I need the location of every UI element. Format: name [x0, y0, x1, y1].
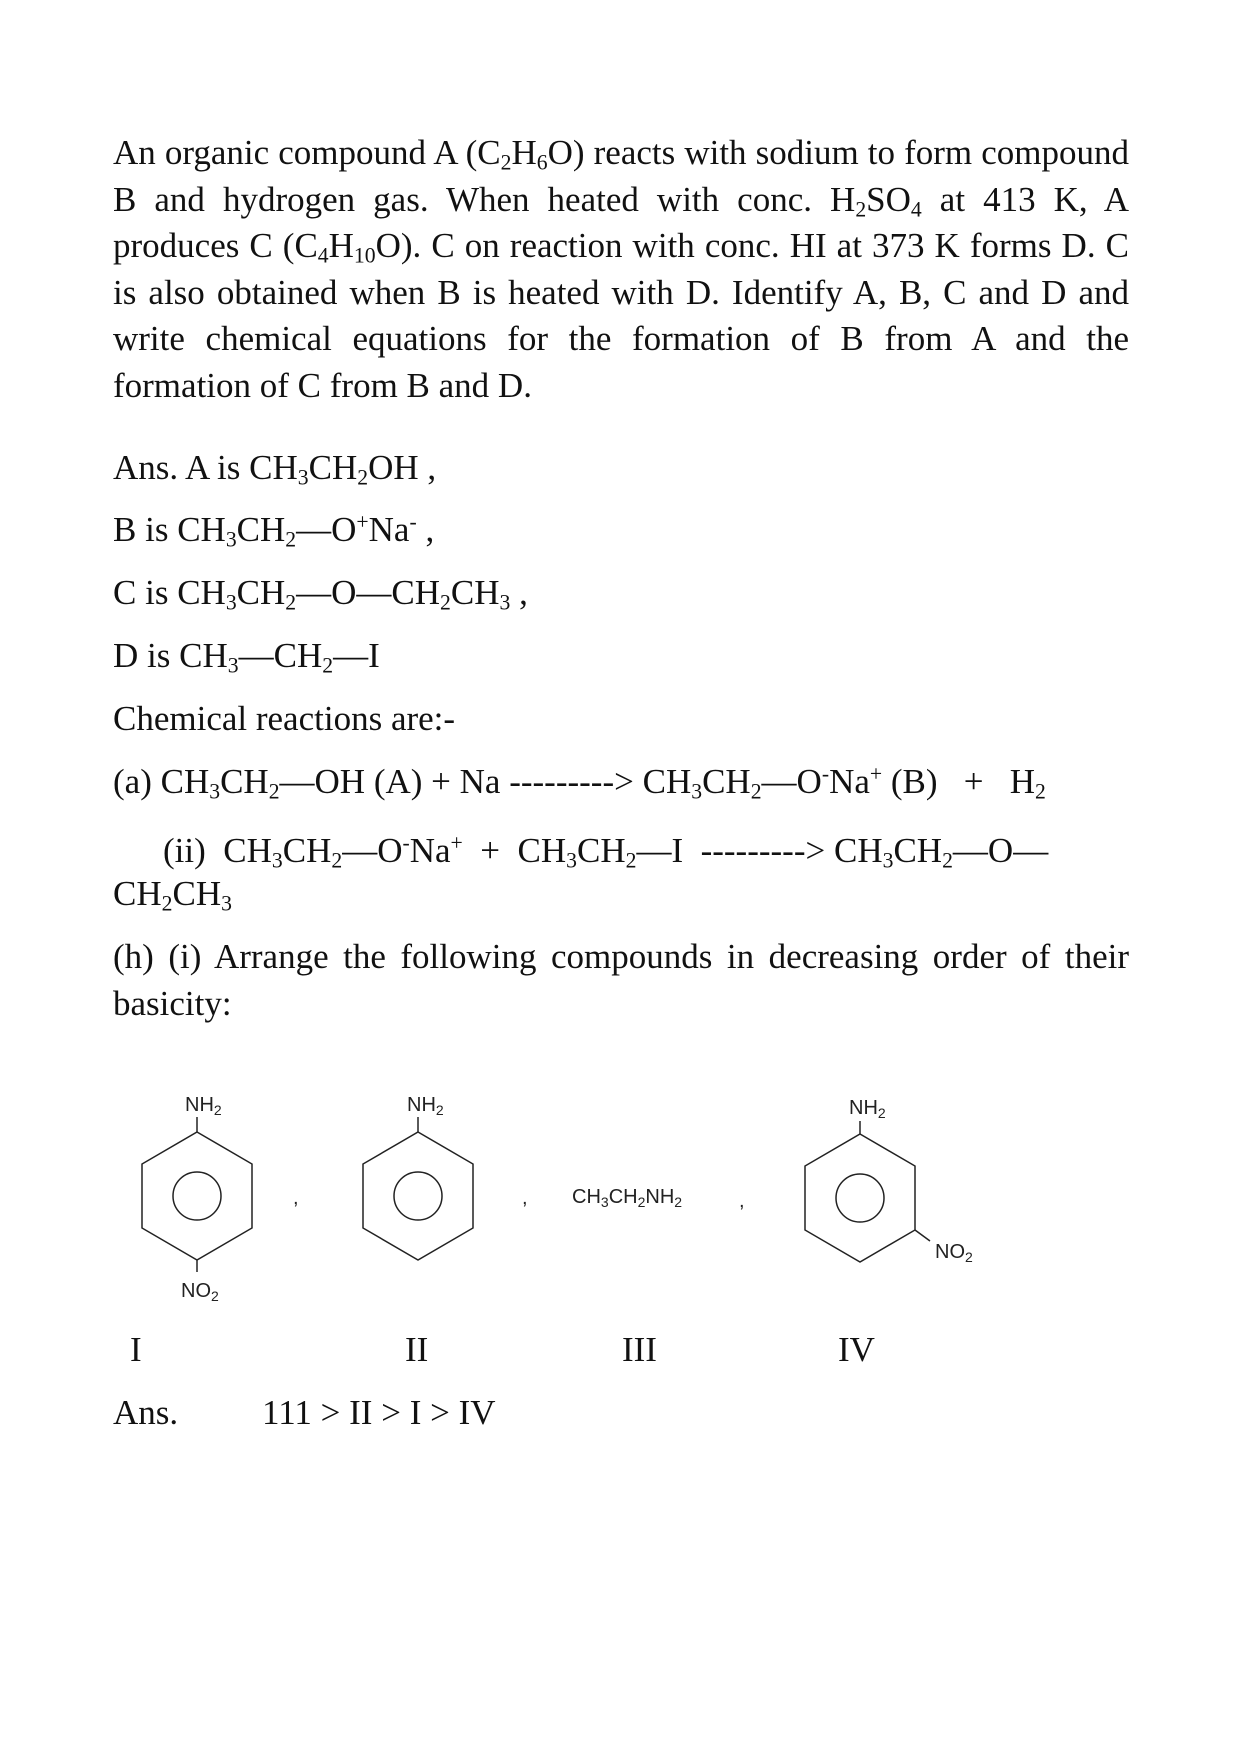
benzene-ring-i [142, 1132, 252, 1260]
structure-ii [363, 1094, 473, 1260]
reactions-heading: Chemical reactions are:- [113, 699, 456, 738]
final-answer-label: Ans. [113, 1393, 179, 1432]
answer-a: Ans. A is $CH_3CH_2OH$ , [113, 448, 437, 490]
reaction-a: (a) $CH_3CH_2—OH$ (A) + Na ---------> $CH_3CH_2—O^-Na^+$ $(B) + H_2$ [113, 762, 1046, 804]
part-h-question: (h) (i) Arrange the following compounds in decreasing order of their basicity: [113, 937, 1129, 1023]
nh2-label-i: $NH_2$ [185, 1094, 222, 1118]
benzene-ring-iv [805, 1134, 915, 1262]
structure-iv [805, 1097, 973, 1265]
separator-comma-2: , [522, 1187, 528, 1209]
separator-comma-3: , [739, 1190, 745, 1212]
final-answer-order: 111 > II > I > IV [262, 1393, 496, 1432]
answer-d: D is $CH_3—CH_2—I$ [113, 636, 380, 678]
separator-comma-1: , [293, 1187, 299, 1209]
label-iii: III [622, 1330, 657, 1369]
reaction-ii: (ii) $CH_3CH_2—O^-Na^+$ + $CH_3CH_2—I$ ---------> $CH_3CH_2—O—$ [163, 831, 1049, 873]
label-ii: II [405, 1330, 429, 1369]
label-iv: IV [838, 1330, 875, 1369]
label-i: I [130, 1330, 142, 1369]
benzene-ring-ii [363, 1132, 473, 1260]
reaction-ii-continued: $CH_2CH_3$ [113, 874, 232, 916]
nh2-label-ii: $NH_2$ [407, 1094, 444, 1118]
no2-label-iv: $NO_2$ [935, 1241, 973, 1265]
answer-b: B is $CH_3CH_2—O^+Na^-$ , [113, 510, 435, 552]
structures-diagram [0, 1080, 1241, 1310]
ethylamine-label: $CH_3CH_2NH_2$ [572, 1186, 683, 1210]
answer-c: C is $CH_3CH_2—O—CH_2CH_3$ , [113, 573, 528, 615]
question-text: An organic compound A $(C_2H_6O)$ reacts with sodium to form compound B and hydrogen gas. When heated with conc. $H_2SO_4$ at 413 K, A produces C $(C_4H_{10}O)$. C on reaction with conc. HI at 373 K forms D. C is also obtained when B is heated with D. Identify A, B, C and D and write chemical equations for the formation of B from A and the formation of C from B and D. [113, 133, 1129, 405]
nh2-label-iv: $NH_2$ [849, 1097, 886, 1121]
structure-i [142, 1094, 252, 1304]
no2-label-i: $NO_2$ [181, 1280, 219, 1304]
